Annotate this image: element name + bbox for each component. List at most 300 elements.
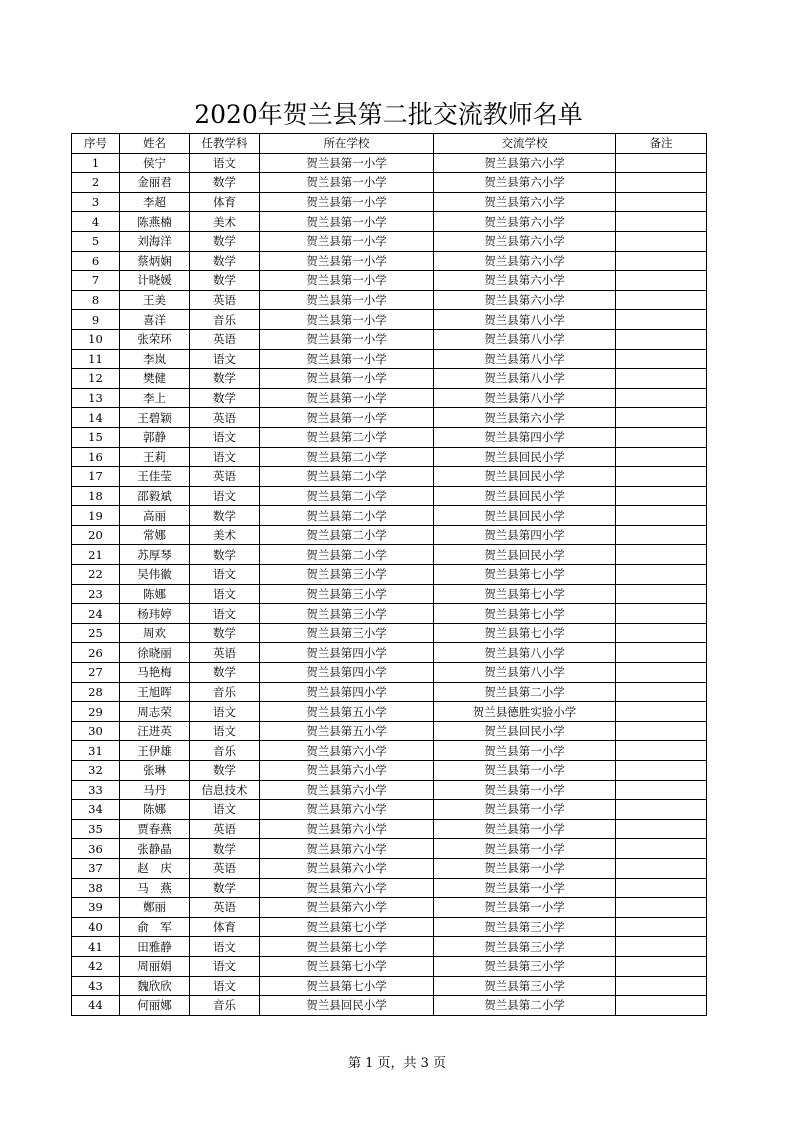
table-row	[72, 761, 707, 781]
exchange-school-cell: 贺兰县第二小学	[434, 996, 616, 1016]
serial-number-cell: 21	[72, 545, 120, 565]
name-cell: 吴伟徽	[120, 565, 190, 585]
serial-number-cell: 17	[72, 467, 120, 487]
current-school-cell: 贺兰县第一小学	[260, 231, 434, 251]
name-cell: 金丽君	[120, 173, 190, 193]
subject-cell: 语文	[190, 604, 260, 624]
name-cell: 蔡炳娴	[120, 251, 190, 271]
header-exchange-school: 交流学校	[434, 134, 616, 154]
current-school-cell: 贺兰县第一小学	[260, 153, 434, 173]
serial-number-cell: 31	[72, 741, 120, 761]
remarks-cell	[616, 506, 707, 526]
exchange-school-cell: 贺兰县第八小学	[434, 369, 616, 389]
current-school-cell: 贺兰县第一小学	[260, 349, 434, 369]
subject-cell: 语文	[190, 800, 260, 820]
current-school-cell: 贺兰县第六小学	[260, 839, 434, 859]
serial-number-cell: 1	[72, 153, 120, 173]
remarks-cell	[616, 153, 707, 173]
remarks-cell	[616, 996, 707, 1016]
remarks-cell	[616, 486, 707, 506]
table-row	[72, 878, 707, 898]
table-row	[72, 839, 707, 859]
serial-number-cell: 22	[72, 565, 120, 585]
remarks-cell	[616, 741, 707, 761]
table-row	[72, 173, 707, 193]
name-cell: 徐晓丽	[120, 643, 190, 663]
name-cell: 汪进英	[120, 721, 190, 741]
subject-cell: 数学	[190, 545, 260, 565]
name-cell: 俞 军	[120, 917, 190, 937]
serial-number-cell: 19	[72, 506, 120, 526]
serial-number-cell: 12	[72, 369, 120, 389]
name-cell: 王旭晖	[120, 682, 190, 702]
remarks-cell	[616, 721, 707, 741]
current-school-cell: 贺兰县第六小学	[260, 761, 434, 781]
subject-cell: 数学	[190, 251, 260, 271]
serial-number-cell: 44	[72, 996, 120, 1016]
remarks-cell	[616, 623, 707, 643]
name-cell: 陈娜	[120, 800, 190, 820]
exchange-school-cell: 贺兰县第一小学	[434, 878, 616, 898]
subject-cell: 英语	[190, 290, 260, 310]
exchange-school-cell: 贺兰县第七小学	[434, 565, 616, 585]
name-cell: 喜洋	[120, 310, 190, 330]
exchange-school-cell: 贺兰县第一小学	[434, 780, 616, 800]
serial-number-cell: 23	[72, 584, 120, 604]
exchange-school-cell: 贺兰县第一小学	[434, 819, 616, 839]
remarks-cell	[616, 212, 707, 232]
current-school-cell: 贺兰县第三小学	[260, 584, 434, 604]
subject-cell: 英语	[190, 643, 260, 663]
subject-cell: 语文	[190, 721, 260, 741]
name-cell: 李岚	[120, 349, 190, 369]
table-row	[72, 251, 707, 271]
subject-cell: 数学	[190, 271, 260, 291]
remarks-cell	[616, 682, 707, 702]
serial-number-cell: 20	[72, 525, 120, 545]
subject-cell: 数学	[190, 231, 260, 251]
serial-number-cell: 7	[72, 271, 120, 291]
remarks-cell	[616, 604, 707, 624]
subject-cell: 音乐	[190, 682, 260, 702]
current-school-cell: 贺兰县第一小学	[260, 271, 434, 291]
exchange-school-cell: 贺兰县第八小学	[434, 349, 616, 369]
subject-cell: 英语	[190, 408, 260, 428]
serial-number-cell: 35	[72, 819, 120, 839]
current-school-cell: 贺兰县第四小学	[260, 663, 434, 683]
current-school-cell: 贺兰县第六小学	[260, 898, 434, 918]
exchange-school-cell: 贺兰县第八小学	[434, 663, 616, 683]
table-row	[72, 545, 707, 565]
current-school-cell: 贺兰县第二小学	[260, 506, 434, 526]
remarks-cell	[616, 643, 707, 663]
document-title: 2020年贺兰县第二批交流教师名单	[194, 100, 583, 129]
subject-cell: 语文	[190, 937, 260, 957]
exchange-school-cell: 贺兰县第一小学	[434, 800, 616, 820]
remarks-cell	[616, 800, 707, 820]
current-school-cell: 贺兰县第二小学	[260, 545, 434, 565]
table-row	[72, 290, 707, 310]
name-cell: 李上	[120, 388, 190, 408]
subject-cell: 数学	[190, 623, 260, 643]
subject-cell: 英语	[190, 467, 260, 487]
remarks-cell	[616, 467, 707, 487]
remarks-cell	[616, 976, 707, 996]
remarks-cell	[616, 937, 707, 957]
table-row	[72, 153, 707, 173]
name-cell: 刘海洋	[120, 231, 190, 251]
table-row	[72, 898, 707, 918]
remarks-cell	[616, 780, 707, 800]
serial-number-cell: 9	[72, 310, 120, 330]
name-cell: 郭静	[120, 427, 190, 447]
exchange-school-cell: 贺兰县第三小学	[434, 976, 616, 996]
remarks-cell	[616, 761, 707, 781]
current-school-cell: 贺兰县第一小学	[260, 408, 434, 428]
current-school-cell: 贺兰县第六小学	[260, 858, 434, 878]
remarks-cell	[616, 388, 707, 408]
subject-cell: 音乐	[190, 996, 260, 1016]
serial-number-cell: 32	[72, 761, 120, 781]
table-row	[72, 623, 707, 643]
table-row	[72, 447, 707, 467]
remarks-cell	[616, 525, 707, 545]
table-row	[72, 800, 707, 820]
exchange-school-cell: 贺兰县回民小学	[434, 486, 616, 506]
current-school-cell: 贺兰县第一小学	[260, 192, 434, 212]
current-school-cell: 贺兰县第一小学	[260, 369, 434, 389]
remarks-cell	[616, 349, 707, 369]
subject-cell: 语文	[190, 702, 260, 722]
table-row	[72, 584, 707, 604]
name-cell: 樊健	[120, 369, 190, 389]
current-school-cell: 贺兰县第三小学	[260, 565, 434, 585]
subject-cell: 语文	[190, 976, 260, 996]
subject-cell: 数学	[190, 506, 260, 526]
table-row	[72, 917, 707, 937]
exchange-school-cell: 贺兰县回民小学	[434, 506, 616, 526]
exchange-school-cell: 贺兰县第三小学	[434, 956, 616, 976]
exchange-school-cell: 贺兰县第一小学	[434, 761, 616, 781]
name-cell: 张静晶	[120, 839, 190, 859]
subject-cell: 体育	[190, 192, 260, 212]
current-school-cell: 贺兰县第三小学	[260, 604, 434, 624]
table-header-row	[72, 134, 707, 154]
table-row	[72, 467, 707, 487]
exchange-school-cell: 贺兰县回民小学	[434, 545, 616, 565]
remarks-cell	[616, 702, 707, 722]
subject-cell: 语文	[190, 584, 260, 604]
subject-cell: 数学	[190, 388, 260, 408]
table-row	[72, 819, 707, 839]
remarks-cell	[616, 271, 707, 291]
table-row	[72, 408, 707, 428]
name-cell: 马 燕	[120, 878, 190, 898]
name-cell: 何丽娜	[120, 996, 190, 1016]
exchange-school-cell: 贺兰县回民小学	[434, 467, 616, 487]
remarks-cell	[616, 584, 707, 604]
exchange-school-cell: 贺兰县第六小学	[434, 251, 616, 271]
serial-number-cell: 41	[72, 937, 120, 957]
table-row	[72, 937, 707, 957]
subject-cell: 数学	[190, 839, 260, 859]
subject-cell: 数学	[190, 173, 260, 193]
serial-number-cell: 13	[72, 388, 120, 408]
remarks-cell	[616, 192, 707, 212]
name-cell: 田雅静	[120, 937, 190, 957]
remarks-cell	[616, 819, 707, 839]
table-row	[72, 486, 707, 506]
table-row	[72, 329, 707, 349]
subject-cell: 语文	[190, 349, 260, 369]
exchange-school-cell: 贺兰县第四小学	[434, 525, 616, 545]
serial-number-cell: 4	[72, 212, 120, 232]
current-school-cell: 贺兰县第一小学	[260, 251, 434, 271]
current-school-cell: 贺兰县第二小学	[260, 525, 434, 545]
serial-number-cell: 5	[72, 231, 120, 251]
name-cell: 周丽娟	[120, 956, 190, 976]
subject-cell: 美术	[190, 525, 260, 545]
serial-number-cell: 39	[72, 898, 120, 918]
current-school-cell: 贺兰县第七小学	[260, 917, 434, 937]
header-serial-number: 序号	[72, 134, 120, 154]
current-school-cell: 贺兰县第七小学	[260, 937, 434, 957]
exchange-school-cell: 贺兰县第六小学	[434, 231, 616, 251]
name-cell: 马艳梅	[120, 663, 190, 683]
name-cell: 李超	[120, 192, 190, 212]
exchange-school-cell: 贺兰县第八小学	[434, 310, 616, 330]
name-cell: 王美	[120, 290, 190, 310]
table-row	[72, 388, 707, 408]
table-row	[72, 231, 707, 251]
serial-number-cell: 34	[72, 800, 120, 820]
name-cell: 苏厚琴	[120, 545, 190, 565]
table-row	[72, 643, 707, 663]
subject-cell: 英语	[190, 329, 260, 349]
current-school-cell: 贺兰县回民小学	[260, 996, 434, 1016]
serial-number-cell: 30	[72, 721, 120, 741]
exchange-school-cell: 贺兰县第七小学	[434, 604, 616, 624]
remarks-cell	[616, 251, 707, 271]
table-row	[72, 310, 707, 330]
remarks-cell	[616, 173, 707, 193]
name-cell: 周欢	[120, 623, 190, 643]
remarks-cell	[616, 839, 707, 859]
serial-number-cell: 42	[72, 956, 120, 976]
subject-cell: 英语	[190, 898, 260, 918]
serial-number-cell: 18	[72, 486, 120, 506]
current-school-cell: 贺兰县第二小学	[260, 427, 434, 447]
current-school-cell: 贺兰县第六小学	[260, 741, 434, 761]
table-row	[72, 956, 707, 976]
serial-number-cell: 25	[72, 623, 120, 643]
name-cell: 鄭丽	[120, 898, 190, 918]
subject-cell: 音乐	[190, 741, 260, 761]
name-cell: 杨玮婷	[120, 604, 190, 624]
exchange-school-cell: 贺兰县第七小学	[434, 623, 616, 643]
serial-number-cell: 11	[72, 349, 120, 369]
exchange-school-cell: 贺兰县第六小学	[434, 173, 616, 193]
current-school-cell: 贺兰县第一小学	[260, 388, 434, 408]
current-school-cell: 贺兰县第七小学	[260, 976, 434, 996]
remarks-cell	[616, 231, 707, 251]
table-row	[72, 506, 707, 526]
name-cell: 王莉	[120, 447, 190, 467]
serial-number-cell: 40	[72, 917, 120, 937]
exchange-school-cell: 贺兰县第四小学	[434, 427, 616, 447]
exchange-school-cell: 贺兰县第一小学	[434, 741, 616, 761]
page-footer: 第 1 页，共 3 页	[347, 1056, 447, 1071]
table-row	[72, 525, 707, 545]
serial-number-cell: 37	[72, 858, 120, 878]
current-school-cell: 贺兰县第六小学	[260, 819, 434, 839]
exchange-school-cell: 贺兰县第六小学	[434, 192, 616, 212]
subject-cell: 数学	[190, 663, 260, 683]
subject-cell: 美术	[190, 212, 260, 232]
table-row	[72, 702, 707, 722]
name-cell: 王伊雄	[120, 741, 190, 761]
table-row	[72, 780, 707, 800]
subject-cell: 体育	[190, 917, 260, 937]
remarks-cell	[616, 447, 707, 467]
table-row	[72, 721, 707, 741]
serial-number-cell: 36	[72, 839, 120, 859]
remarks-cell	[616, 545, 707, 565]
table-row	[72, 976, 707, 996]
remarks-cell	[616, 329, 707, 349]
subject-cell: 数学	[190, 878, 260, 898]
current-school-cell: 贺兰县第六小学	[260, 878, 434, 898]
name-cell: 高丽	[120, 506, 190, 526]
table-body	[72, 153, 707, 1015]
serial-number-cell: 16	[72, 447, 120, 467]
subject-cell: 英语	[190, 819, 260, 839]
remarks-cell	[616, 898, 707, 918]
remarks-cell	[616, 956, 707, 976]
current-school-cell: 贺兰县第五小学	[260, 702, 434, 722]
table-row	[72, 604, 707, 624]
current-school-cell: 贺兰县第五小学	[260, 721, 434, 741]
remarks-cell	[616, 565, 707, 585]
table-row	[72, 212, 707, 232]
exchange-school-cell: 贺兰县第三小学	[434, 917, 616, 937]
name-cell: 邵毅斌	[120, 486, 190, 506]
exchange-school-cell: 贺兰县第一小学	[434, 858, 616, 878]
exchange-school-cell: 贺兰县第一小学	[434, 898, 616, 918]
serial-number-cell: 3	[72, 192, 120, 212]
subject-cell: 语文	[190, 427, 260, 447]
serial-number-cell: 24	[72, 604, 120, 624]
remarks-cell	[616, 878, 707, 898]
serial-number-cell: 27	[72, 663, 120, 683]
subject-cell: 数学	[190, 761, 260, 781]
subject-cell: 信息技术	[190, 780, 260, 800]
header-remarks: 备注	[616, 134, 707, 154]
serial-number-cell: 8	[72, 290, 120, 310]
serial-number-cell: 33	[72, 780, 120, 800]
serial-number-cell: 2	[72, 173, 120, 193]
table-row	[72, 858, 707, 878]
exchange-school-cell: 贺兰县第六小学	[434, 212, 616, 232]
current-school-cell: 贺兰县第二小学	[260, 486, 434, 506]
exchange-school-cell: 贺兰县回民小学	[434, 721, 616, 741]
exchange-school-cell: 贺兰县第三小学	[434, 937, 616, 957]
name-cell: 侯宁	[120, 153, 190, 173]
exchange-school-cell: 贺兰县第一小学	[434, 839, 616, 859]
subject-cell: 语文	[190, 153, 260, 173]
subject-cell: 语文	[190, 565, 260, 585]
serial-number-cell: 29	[72, 702, 120, 722]
name-cell: 王碧颖	[120, 408, 190, 428]
name-cell: 王佳莹	[120, 467, 190, 487]
exchange-school-cell: 贺兰县第八小学	[434, 643, 616, 663]
serial-number-cell: 14	[72, 408, 120, 428]
subject-cell: 语文	[190, 956, 260, 976]
remarks-cell	[616, 369, 707, 389]
remarks-cell	[616, 290, 707, 310]
remarks-cell	[616, 310, 707, 330]
exchange-school-cell: 贺兰县第二小学	[434, 682, 616, 702]
table-row	[72, 271, 707, 291]
remarks-cell	[616, 858, 707, 878]
name-cell: 陈娜	[120, 584, 190, 604]
table-row	[72, 663, 707, 683]
name-cell: 计晓媛	[120, 271, 190, 291]
name-cell: 张荣环	[120, 329, 190, 349]
remarks-cell	[616, 663, 707, 683]
exchange-school-cell: 贺兰县德胜实验小学	[434, 702, 616, 722]
current-school-cell: 贺兰县第七小学	[260, 956, 434, 976]
exchange-school-cell: 贺兰县回民小学	[434, 447, 616, 467]
name-cell: 赵 庆	[120, 858, 190, 878]
current-school-cell: 贺兰县第四小学	[260, 643, 434, 663]
serial-number-cell: 38	[72, 878, 120, 898]
serial-number-cell: 6	[72, 251, 120, 271]
header-current-school: 所在学校	[260, 134, 434, 154]
subject-cell: 语文	[190, 447, 260, 467]
current-school-cell: 贺兰县第一小学	[260, 212, 434, 232]
current-school-cell: 贺兰县第一小学	[260, 173, 434, 193]
subject-cell: 语文	[190, 486, 260, 506]
name-cell: 周志荣	[120, 702, 190, 722]
exchange-school-cell: 贺兰县第六小学	[434, 271, 616, 291]
header-subject: 任教学科	[190, 134, 260, 154]
name-cell: 张琳	[120, 761, 190, 781]
header-name: 姓名	[120, 134, 190, 154]
subject-cell: 英语	[190, 858, 260, 878]
current-school-cell: 贺兰县第二小学	[260, 447, 434, 467]
exchange-school-cell: 贺兰县第六小学	[434, 290, 616, 310]
table-row	[72, 349, 707, 369]
serial-number-cell: 28	[72, 682, 120, 702]
exchange-school-cell: 贺兰县第八小学	[434, 329, 616, 349]
table-row	[72, 427, 707, 447]
serial-number-cell: 26	[72, 643, 120, 663]
current-school-cell: 贺兰县第六小学	[260, 800, 434, 820]
remarks-cell	[616, 408, 707, 428]
exchange-school-cell: 贺兰县第七小学	[434, 584, 616, 604]
remarks-cell	[616, 427, 707, 447]
table-row	[72, 996, 707, 1016]
exchange-school-cell: 贺兰县第六小学	[434, 408, 616, 428]
current-school-cell: 贺兰县第六小学	[260, 780, 434, 800]
exchange-school-cell: 贺兰县第八小学	[434, 388, 616, 408]
current-school-cell: 贺兰县第一小学	[260, 290, 434, 310]
current-school-cell: 贺兰县第二小学	[260, 467, 434, 487]
teacher-exchange-table	[71, 133, 707, 1016]
subject-cell: 音乐	[190, 310, 260, 330]
table-row	[72, 369, 707, 389]
